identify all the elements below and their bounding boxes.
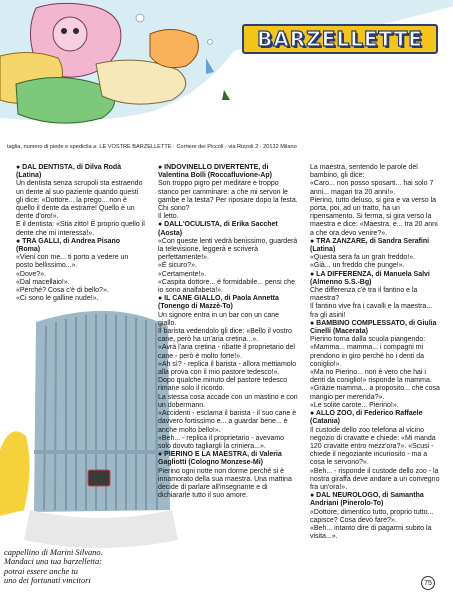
col3-p9: Il fantino vive fra i cavalli e la maestra... fra gli asini! xyxy=(310,303,433,319)
col2-p9: ● IL CANE GIALLO, di Paola Annetta (Tonengo di Mazzè-To) xyxy=(158,295,279,311)
col2-p1: ● INDOVINELLO DIVERTENTE, di Valentina Bolli (Roccafluvione-Ap) xyxy=(158,164,272,180)
caption-line-3: potrai essere anche tu xyxy=(4,566,78,576)
col2-p17: «Beh... - replica il proprietario - avevamo solo dovuto tagliargli la criniera...». xyxy=(158,434,285,450)
page-title: BARZELLETTE xyxy=(257,27,423,51)
col1-p9: «Ci sono le galline nude!». xyxy=(16,295,99,303)
col3-p5: «Questa sera fa un gran freddo!». xyxy=(310,254,416,262)
col3-p1: La maestra, sentendo le parole del bambino, gli dice: xyxy=(310,164,418,180)
col2-p14: Dopo qualche minuto del pastore tedesco rimane solo il ricordo. xyxy=(158,377,288,393)
column-1 xyxy=(16,164,146,303)
col2-p13: «Ah sì? - replica il barista - allora mettiamolo alla prova con il mio pastore tedesco!». xyxy=(158,360,297,377)
col2-p10: Un signore entra in un bar con un cane giallo. xyxy=(158,311,280,327)
caption-line-4: uno dei fortunati vincitori xyxy=(4,576,91,586)
col2-p15: La stessa cosa accade con un mastino e con un dobermann. xyxy=(158,393,298,409)
address-line: taglia, numero di piede e spedicila a: LE VOSTRE BARZELLETTE · Corriere dei Piccoli · via Rizzoli 2 · 20132 Milano xyxy=(7,144,297,150)
col1-p8: «Perché? Cosa c'è di bello?». xyxy=(16,287,109,295)
col2-p5: «Con queste lenti vedrà benissimo, guarderà la televisione, leggerà e scriverà perfettamente!». xyxy=(158,237,298,262)
col1-p4: ● TRA GALLI, di Andrea Pisano (Roma) xyxy=(16,237,121,254)
col1-p2: Un dentista senza scrupoli sta estraendo un dente al suo paziente quando questi gli dice: «Dottore... la prego... non è quello il dente da estrarre! Quello è un dente d'oro!». xyxy=(16,180,143,221)
col3-p20: «Beh... intanto dire di pagarmi subito la visita...». xyxy=(310,524,432,541)
col2-p7: «Certamente!». xyxy=(158,270,207,278)
col3-p14: «Le solite carote... Pierino!». xyxy=(310,401,399,409)
col2-p12: «Avrà l'aria cretina - ribatte il proprietario del cane - però è molto forte!». xyxy=(158,344,295,360)
col2-p11: Il barista vedendolo gli dice: «Bello il vostro cane, però ha un'aria cretina...». xyxy=(158,328,292,344)
col3-p10: ● BAMBINO COMPLESSATO, di Giulia Cinelli (Macerata) xyxy=(310,319,437,336)
title-banner xyxy=(242,24,438,54)
page-number: 75 xyxy=(421,576,435,590)
col2-p6: «È sicuro?». xyxy=(158,262,197,270)
col2-p3: Il letto. xyxy=(158,213,179,221)
col1-p6: «Dove?». xyxy=(16,270,46,278)
photo-caption xyxy=(4,548,152,586)
col3-p18: ● DAL NEUROLOGO, di Samantha Andriani (Pinerolo-To) xyxy=(310,492,424,508)
caption-line-1: cappellino di Marini Silvano. xyxy=(4,548,103,557)
col3-p17: «Beh... - risponde il custode dello zoo - la nostra giraffa deve andare a un convegno fra un'ora!». xyxy=(310,467,440,491)
col2-p4: ● DALL'OCULISTA, di Erika Sacchet (Aosta) xyxy=(158,221,278,237)
col2-p2: Son troppo pigro per meditare e troppo stanco per camminare: a che mi servon le gambe e la testa? Per riposare dopo la festa. Chi sono? xyxy=(158,180,298,213)
col2-p16: «Accidenti - esclama il barista - il suo cane è davvero fortissimo e... a guardar bene... è anche molto bello!». xyxy=(158,410,297,434)
col1-p3: E il dentista: «Stia zitto! È proprio quello il dente che mi interessa!». xyxy=(16,221,145,237)
col3-p6: «Già... un freddo che punge!». xyxy=(310,262,405,270)
col2-p19: Pierino ogni notte non dorme perché si è innamorato della sua maestra. Una mattina decide di parlare all'insegnante e di dichiararle tutto il suo amore. xyxy=(158,467,292,500)
col2-p18: ● PIERINO E LA MAESTRA, di Valeria Gagliotti (Cologno Monzese-Mi) xyxy=(158,451,282,467)
col3-p16: Il custode dello zoo telefona al vicino negozio di cravatte e chiede: «Mi manda 120 cravatte entro mezz'ora?». «Scusi - chiede il negoziante incuriosito - ma a cosa le servono?». xyxy=(310,426,436,467)
col1-p1: ● DAL DENTISTA, di Dilva Rodà (Latina) xyxy=(16,164,122,180)
col3-p2: «Caro... non posso sposarti... hai solo 7 anni... magari tra 20 anni!». xyxy=(310,180,434,196)
col3-p4: ● TRA ZANZARE, di Sandra Serafini (Latina) xyxy=(310,237,430,254)
col3-p3: Pierino, tutto deluso, si gira e va verso la porta, poi, ad un tratto, ha un ripensamento. Si ferma, si gira verso la maestra e dice: «Maestra, e... tra 20 anni a che ora devo venire?». xyxy=(310,196,438,237)
col1-p5: «Vieni con me... ti porto a vedere un posto bellissimo...». xyxy=(16,254,129,270)
header-illustration xyxy=(0,0,453,140)
col3-p13: «Grazie mamma... a proposito... che cosa mangio per merenda?». xyxy=(310,385,440,401)
col3-p11: Pierino torna dalla scuola piangendo: «Mamma... mamma... i compagni mi prendono in giro perché ho i denti da coniglio!». xyxy=(310,336,426,368)
col3-p12: «Ma no Pierino... non è vero che hai i denti da coniglio!» risponde la mamma. xyxy=(310,369,432,385)
col2-p8: «Caspita dottore... è formidabile... pensi che io sono analfabeta!». xyxy=(158,278,295,295)
column-3 xyxy=(310,164,442,541)
col3-p7: ● LA DIFFERENZA, di Manuela Salvi (Almenno S.S.-Bg) xyxy=(310,270,430,286)
caption-line-2: Mandaci una tua barzelletta: xyxy=(4,557,102,567)
col1-p7: «Dal macellaio!». xyxy=(16,278,70,286)
column-2 xyxy=(158,164,298,500)
col3-p15: ● ALLO ZOO, di Federico Raffaele (Catania) xyxy=(310,410,423,426)
col3-p19: «Dottore, dimentico tutto, proprio tutto... capisce? Cosa devo fare?». xyxy=(310,508,434,524)
col3-p8: Che differenza c'è tra il fantino e la maestra? xyxy=(310,287,418,303)
